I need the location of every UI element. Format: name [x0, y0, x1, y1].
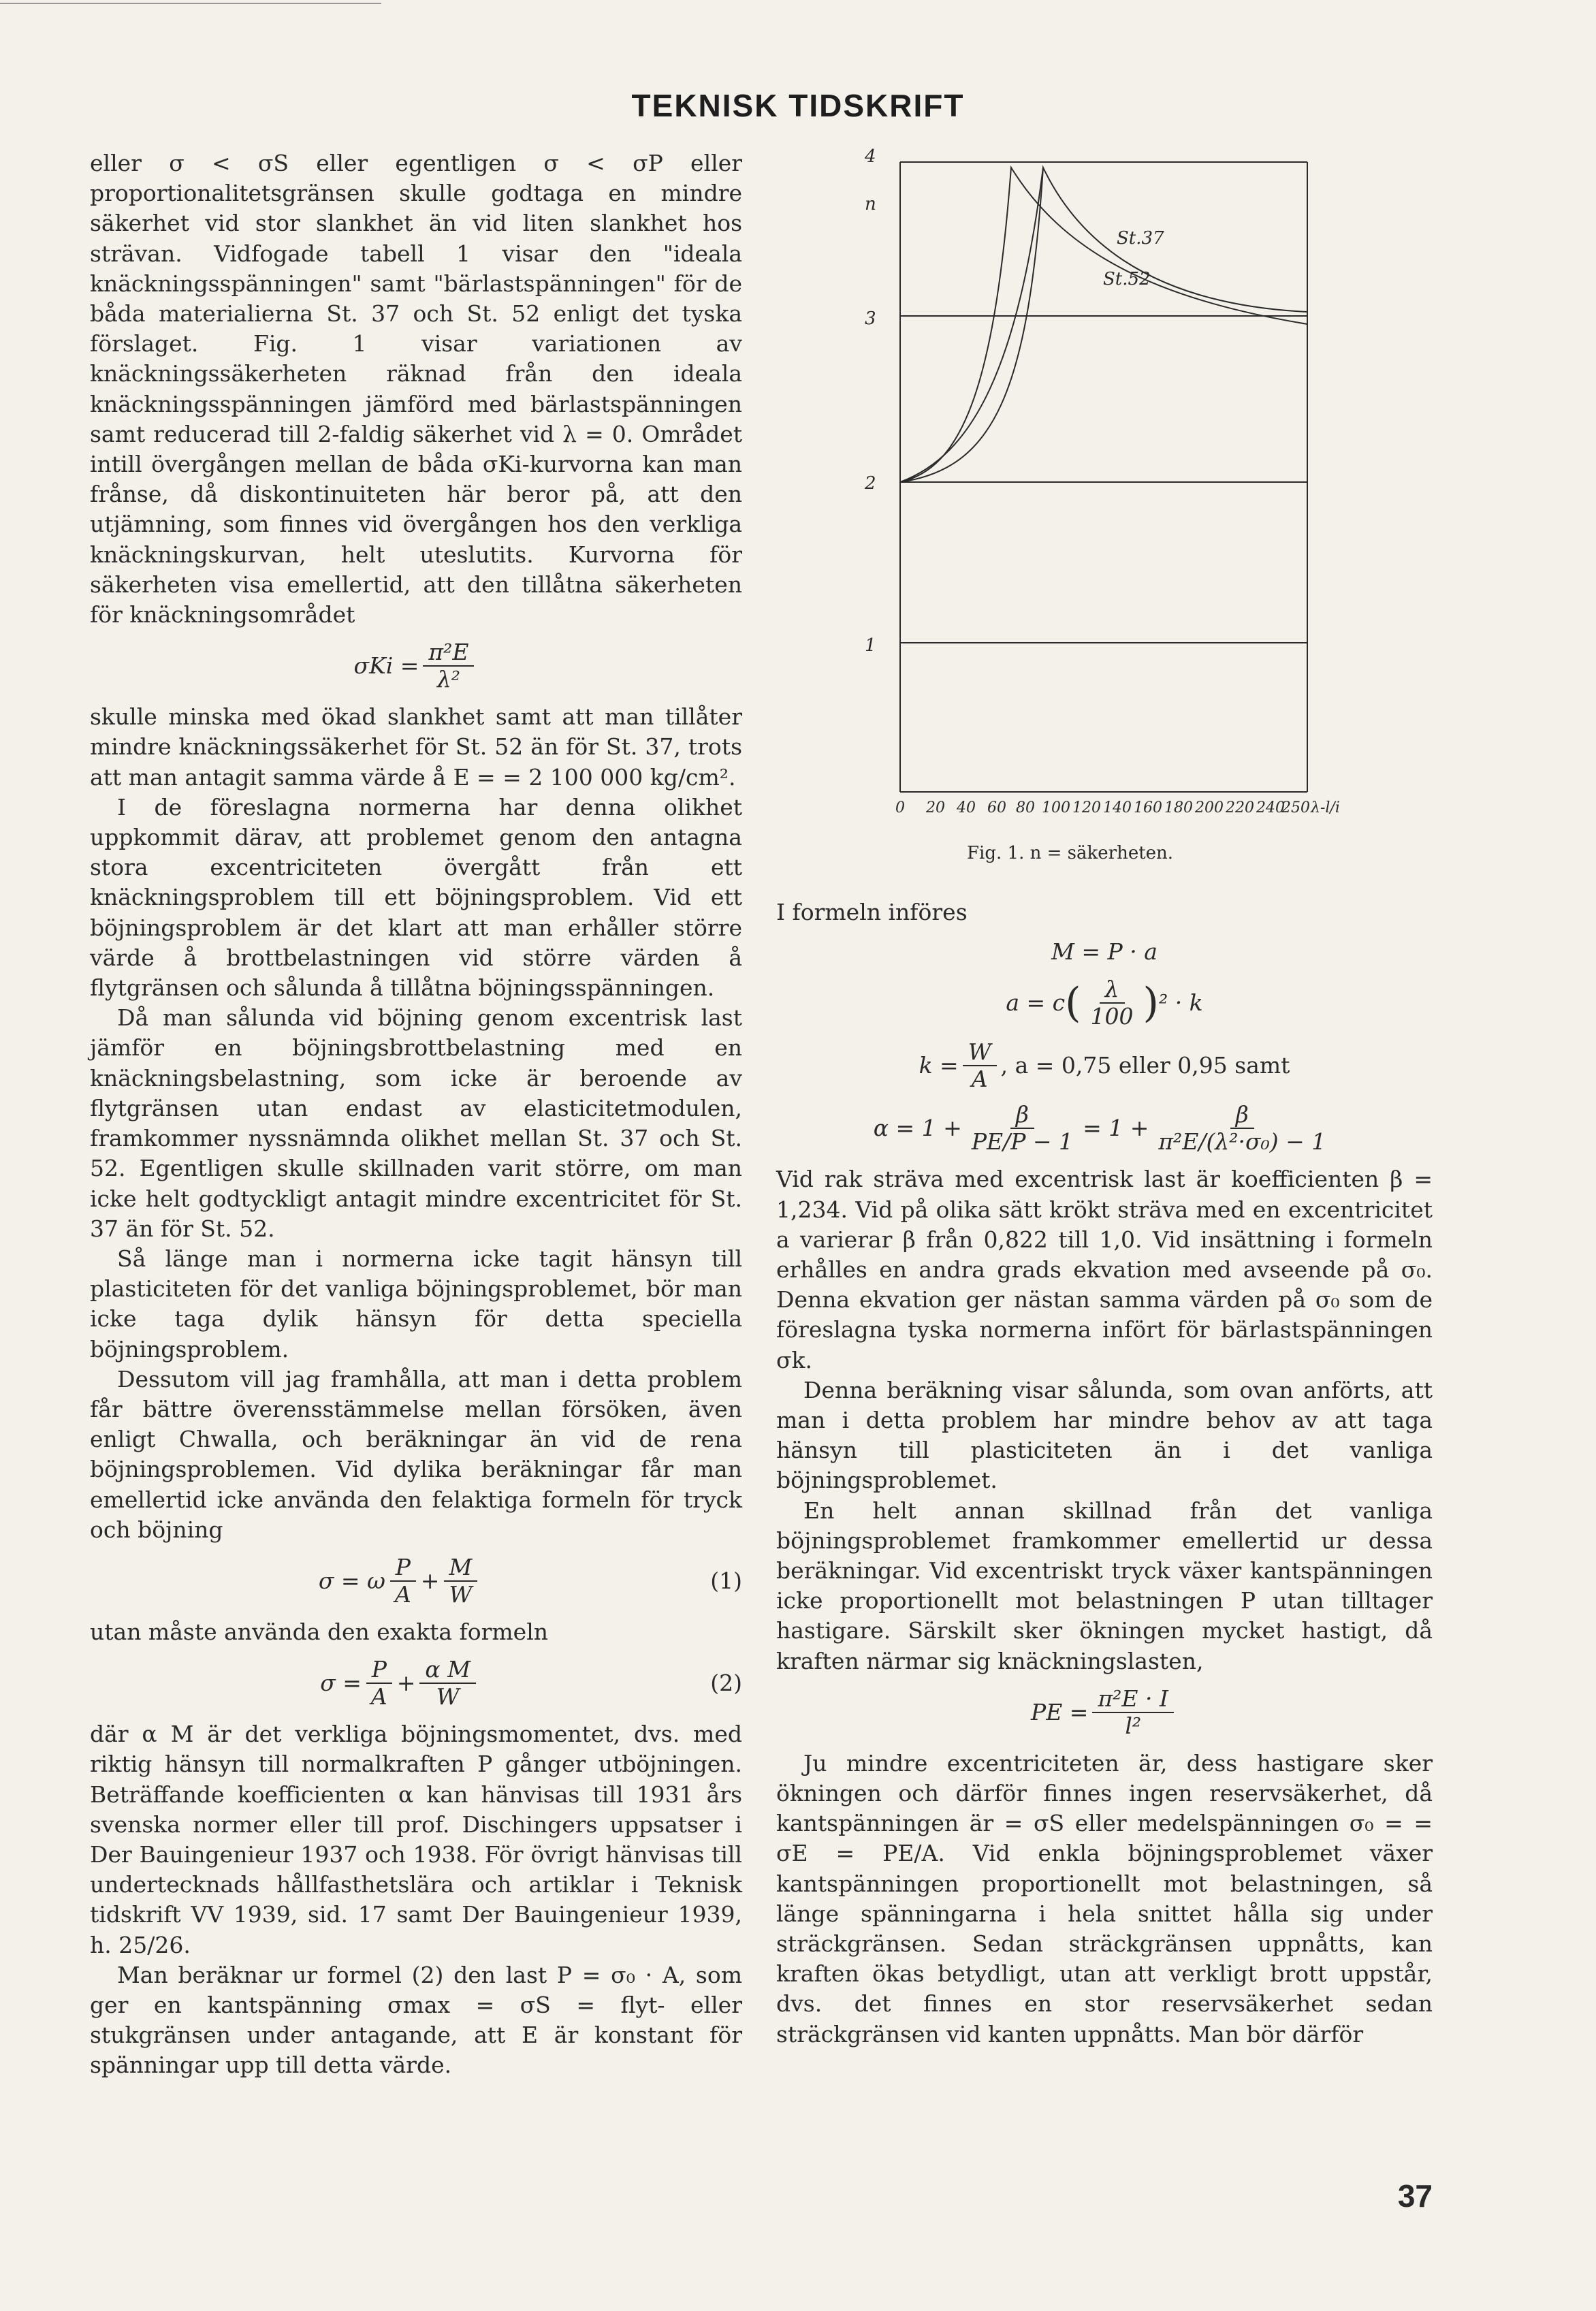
paragraph: eller σ < σS eller egentligen σ < σP eller proportionalitetsgränsen skulle godtaga en mindre säkerhet vid stor slankhet än vid liten slankhet hos strävan. Vidfogade tabell 1 visar den "ideala knäckningsspänningen" samt "bärlastspänningen" för de båda materialierna St. 37 och St. 52 enligt det tyska förslaget. Fig. 1 visar variationen av knäckningssäkerheten räknad från den ideala knäckningsspänningen jämförd med bärlastspänningen samt reducerad till 2-faldig säkerhet vid λ = 0. Området intill övergången mellan de båda σKi-kurvorna kan man frånse, då diskontinuiteten här beror på, att den utjämning, som finnes vid övergången hos den verkliga knäckningskurvan, helt uteslutits. Kurvorna för säkerheten visa emellertid, att den tillåtna säkerheten för knäckningsområdet: [90, 150, 742, 628]
y-tick: 4: [865, 148, 876, 167]
x-tick: 100: [1042, 799, 1070, 816]
numerator: P: [366, 1657, 392, 1684]
formula-sigma-ki: [90, 639, 742, 692]
x-tick: 220: [1226, 799, 1254, 816]
paren-left-icon: (: [1065, 979, 1081, 1027]
denominator: A: [394, 1580, 411, 1608]
numerator: π²E · I: [1092, 1686, 1174, 1713]
safety-chart: [858, 148, 1457, 829]
equation-number: (2): [710, 1670, 742, 1697]
curve-label-st52: St.52: [1103, 269, 1151, 289]
paragraph: Denna beräkning visar sålunda, som ovan anförts, att man i detta problem har mindre behov av att taga hänsyn till plasticiteten än i det vanliga böjningsproblemet.: [776, 1376, 1433, 1494]
paragraph: utan måste använda den exakta formeln: [90, 1618, 549, 1645]
numerator: β: [1230, 1102, 1254, 1129]
paragraph: En helt annan skillnad från det vanliga böjningsproblemet framkommer emellertid ur dessa beräkningar. Vid excentriskt tryck växer kantspänningen icke proportionellt mot belastningen P utan tilltager hastigare. Särskilt sker ökningen mycket hastigt, då kraften närmar sig knäckningslasten,: [776, 1497, 1433, 1674]
equation-number: (1): [710, 1567, 742, 1594]
journal-header: TEKNISK TIDSKRIFT: [631, 88, 965, 123]
denominator: W: [449, 1580, 473, 1608]
formula-lhs: σ = ω: [318, 1567, 385, 1594]
paren-right-icon: ): [1143, 979, 1159, 1027]
denominator: π²E/(λ²·σ₀) − 1: [1158, 1128, 1326, 1156]
paragraph: Man beräknar ur formel (2) den last P = σ₀ · A, som ger en kantspänning σmax = σS = flyt- eller stukgränsen under antagande, att E är konstant för spänningar upp till detta värde.: [90, 1961, 742, 2079]
paragraph: Dessutom vill jag framhålla, att man i detta problem får bättre överensstämmelse mellan försöken, även enligt Chwalla, och beräkningar än vid de rena böjningsproblemen. Vid dylika beräkningar får man emellertid icke använda den felaktiga formeln för tryck och böjning: [90, 1365, 742, 1543]
paragraph: I de föreslagna normerna har denna olikhet uppkommit därav, att problemet genom den antagna stora excentriciteten övergått från ett knäckningsproblem till ett böjningsproblem. Vid ett böjningsproblem är det klart att man erhåller större värde å brottbelastningen vid större värden å flytgränsen och sålunda å tillåtna böjningsspänningen.: [90, 793, 742, 1002]
x-tick: 160: [1134, 799, 1162, 816]
numerator: W: [963, 1039, 997, 1066]
x-tick: 250: [1281, 799, 1310, 816]
formula-alpha: [776, 1102, 1433, 1155]
fraction: [1085, 976, 1139, 1030]
formula-2: [90, 1657, 742, 1710]
x-tick: 40: [957, 799, 976, 816]
x-axis-label: λ-l/i: [1311, 799, 1340, 816]
curve-st37: [900, 168, 1307, 482]
paragraph: I formeln införes: [776, 899, 968, 925]
x-tick: 0: [895, 799, 905, 816]
numerator: α M: [419, 1657, 476, 1684]
numerator: λ: [1100, 976, 1125, 1004]
numerator: π²E: [423, 639, 474, 667]
y-tick: 3: [865, 308, 876, 329]
top-rule: [0, 3, 381, 4]
rising-line-st37: [900, 168, 1043, 482]
x-tick: 120: [1072, 799, 1101, 816]
fraction: [366, 1657, 393, 1710]
formula-lhs: σKi =: [353, 652, 419, 680]
denominator: λ²: [436, 666, 460, 693]
y-label: n: [865, 194, 876, 214]
right-column: [776, 897, 1433, 2050]
fraction: [443, 1555, 477, 1608]
formula-lhs: σ =: [320, 1670, 362, 1697]
denominator: A: [971, 1066, 988, 1093]
curve-st52: [900, 168, 1307, 482]
fraction: [1153, 1102, 1331, 1155]
x-tick: 60: [987, 799, 1006, 816]
x-tick: 140: [1103, 799, 1132, 816]
fraction: [963, 1039, 997, 1092]
paragraph: skulle minska med ökad slankhet samt att man tillåter mindre knäckningssäkerhet för St. 52 än för St. 37, trots att man antagit samma värde å E = = 2 100 000 kg/cm².: [90, 703, 742, 791]
denominator: l²: [1125, 1712, 1142, 1739]
denominator: A: [370, 1683, 387, 1710]
figure-1: [858, 148, 1457, 857]
denominator: W: [436, 1683, 460, 1710]
paragraph: Så länge man i normerna icke tagit hänsyn till plasticiteten för det vanliga böjningsproblemet, bör man icke taga dylik hänsyn för detta speciella böjningsproblem.: [90, 1245, 742, 1362]
formula-lhs: PE =: [1031, 1698, 1089, 1725]
numerator: P: [390, 1555, 416, 1582]
formula-a: [776, 976, 1433, 1030]
fraction: [389, 1555, 417, 1608]
plus-sign: +: [396, 1670, 416, 1697]
fraction: [419, 1657, 476, 1710]
paragraph: Då man sålunda vid böjning genom excentrisk last jämför en böjningsbrottbelastning med en knäckningsbelastning, som icke är beroende av flytgränsen utan endast av elasticitetmodulen, framkommer nyssnämnda olikhet mellan St. 37 och St. 52. Egentligen skulle skillnaden varit större, om man icke helt godtyckligt antagit mindre excentricitet för St. 37 än för St. 52.: [90, 1004, 742, 1242]
x-tick: 200: [1195, 799, 1224, 816]
formula-rhs: , a = 0,75 eller 0,95 samt: [1000, 1052, 1290, 1079]
x-tick: 80: [1016, 799, 1035, 816]
formula-pe: [776, 1686, 1433, 1739]
formula-lhs: k =: [919, 1052, 959, 1079]
formula-m: [776, 937, 1433, 967]
paragraph: Vid rak sträva med excentrisk last är koefficienten β = 1,234. Vid på olika sätt krökt sträva med en excentricitet a varierar β från 0,822 till 1,0. Vid insättning i formeln erhålles en andra grads ekvation med avseende på σ₀. Denna ekvation ger nästan samma värden på σ₀ som de föreslagna tyska normerna infört för bärlastspänningen σk.: [776, 1166, 1433, 1373]
y-tick: 2: [865, 473, 876, 494]
x-tick: 180: [1164, 799, 1193, 816]
formula-1: [90, 1555, 742, 1608]
fraction: [423, 639, 474, 692]
fraction: [1092, 1686, 1174, 1739]
paragraph: Ju mindre excentriciteten är, dess hastigare sker ökningen och därför finnes ingen reservsäkerhet, då kantspänningen är = σS eller medelspänningen σ₀ = = σE = PE/A. Vid enkla böjningsproblemet växer kantspänningen proportionellt mot belastningen, så länge spänningarna i hela snittet hålla sig under sträckgränsen. Sedan sträckgränsen uppnåtts, kan kraften ökas betydligt, utan att verkligt brott uppstår, dvs. det finnes en stor reservsäkerhet sedan sträckgränsen vid kanten uppnåtts. Man bör därför: [776, 1749, 1433, 2047]
y-tick: 1: [865, 635, 876, 656]
plus-sign: +: [420, 1567, 440, 1594]
numerator: M: [444, 1555, 478, 1582]
denominator: 100: [1090, 1003, 1134, 1030]
formula-rhs: ² · k: [1158, 989, 1203, 1017]
denominator: PE/P − 1: [971, 1128, 1074, 1156]
fraction: [966, 1102, 1079, 1155]
x-tick: 240: [1256, 799, 1285, 816]
numerator: β: [1010, 1102, 1034, 1129]
paragraph: där α M är det verkliga böjningsmomentet, dvs. med riktig hänsyn till normalkraften P gånger utböjningen. Beträffande koefficienten α kan hänvisas till 1931 års svenska normer eller till prof. Dischingers uppsatser i Der Bauingenieur 1937 och 1938. För övrigt hänvisas till undertecknads hållfasthetslära och artiklar i Teknisk tidskrift VV 1939, sid. 17 samt Der Bauingenieur 1939, h. 25/26.: [90, 1721, 742, 1958]
curve-label-st37: St.37: [1117, 228, 1164, 249]
formula-k: [776, 1039, 1433, 1092]
formula-mid: = 1 +: [1083, 1115, 1149, 1142]
formula-lhs: a = c: [1006, 989, 1066, 1017]
formula-text: M = P · a: [1051, 938, 1158, 966]
page-number: 37: [1397, 2178, 1433, 2214]
left-column: [90, 148, 742, 2081]
figure-caption: Fig. 1. n = säkerheten.: [967, 843, 1174, 863]
formula-lhs: α = 1 +: [873, 1115, 962, 1142]
x-tick: 20: [926, 799, 945, 816]
